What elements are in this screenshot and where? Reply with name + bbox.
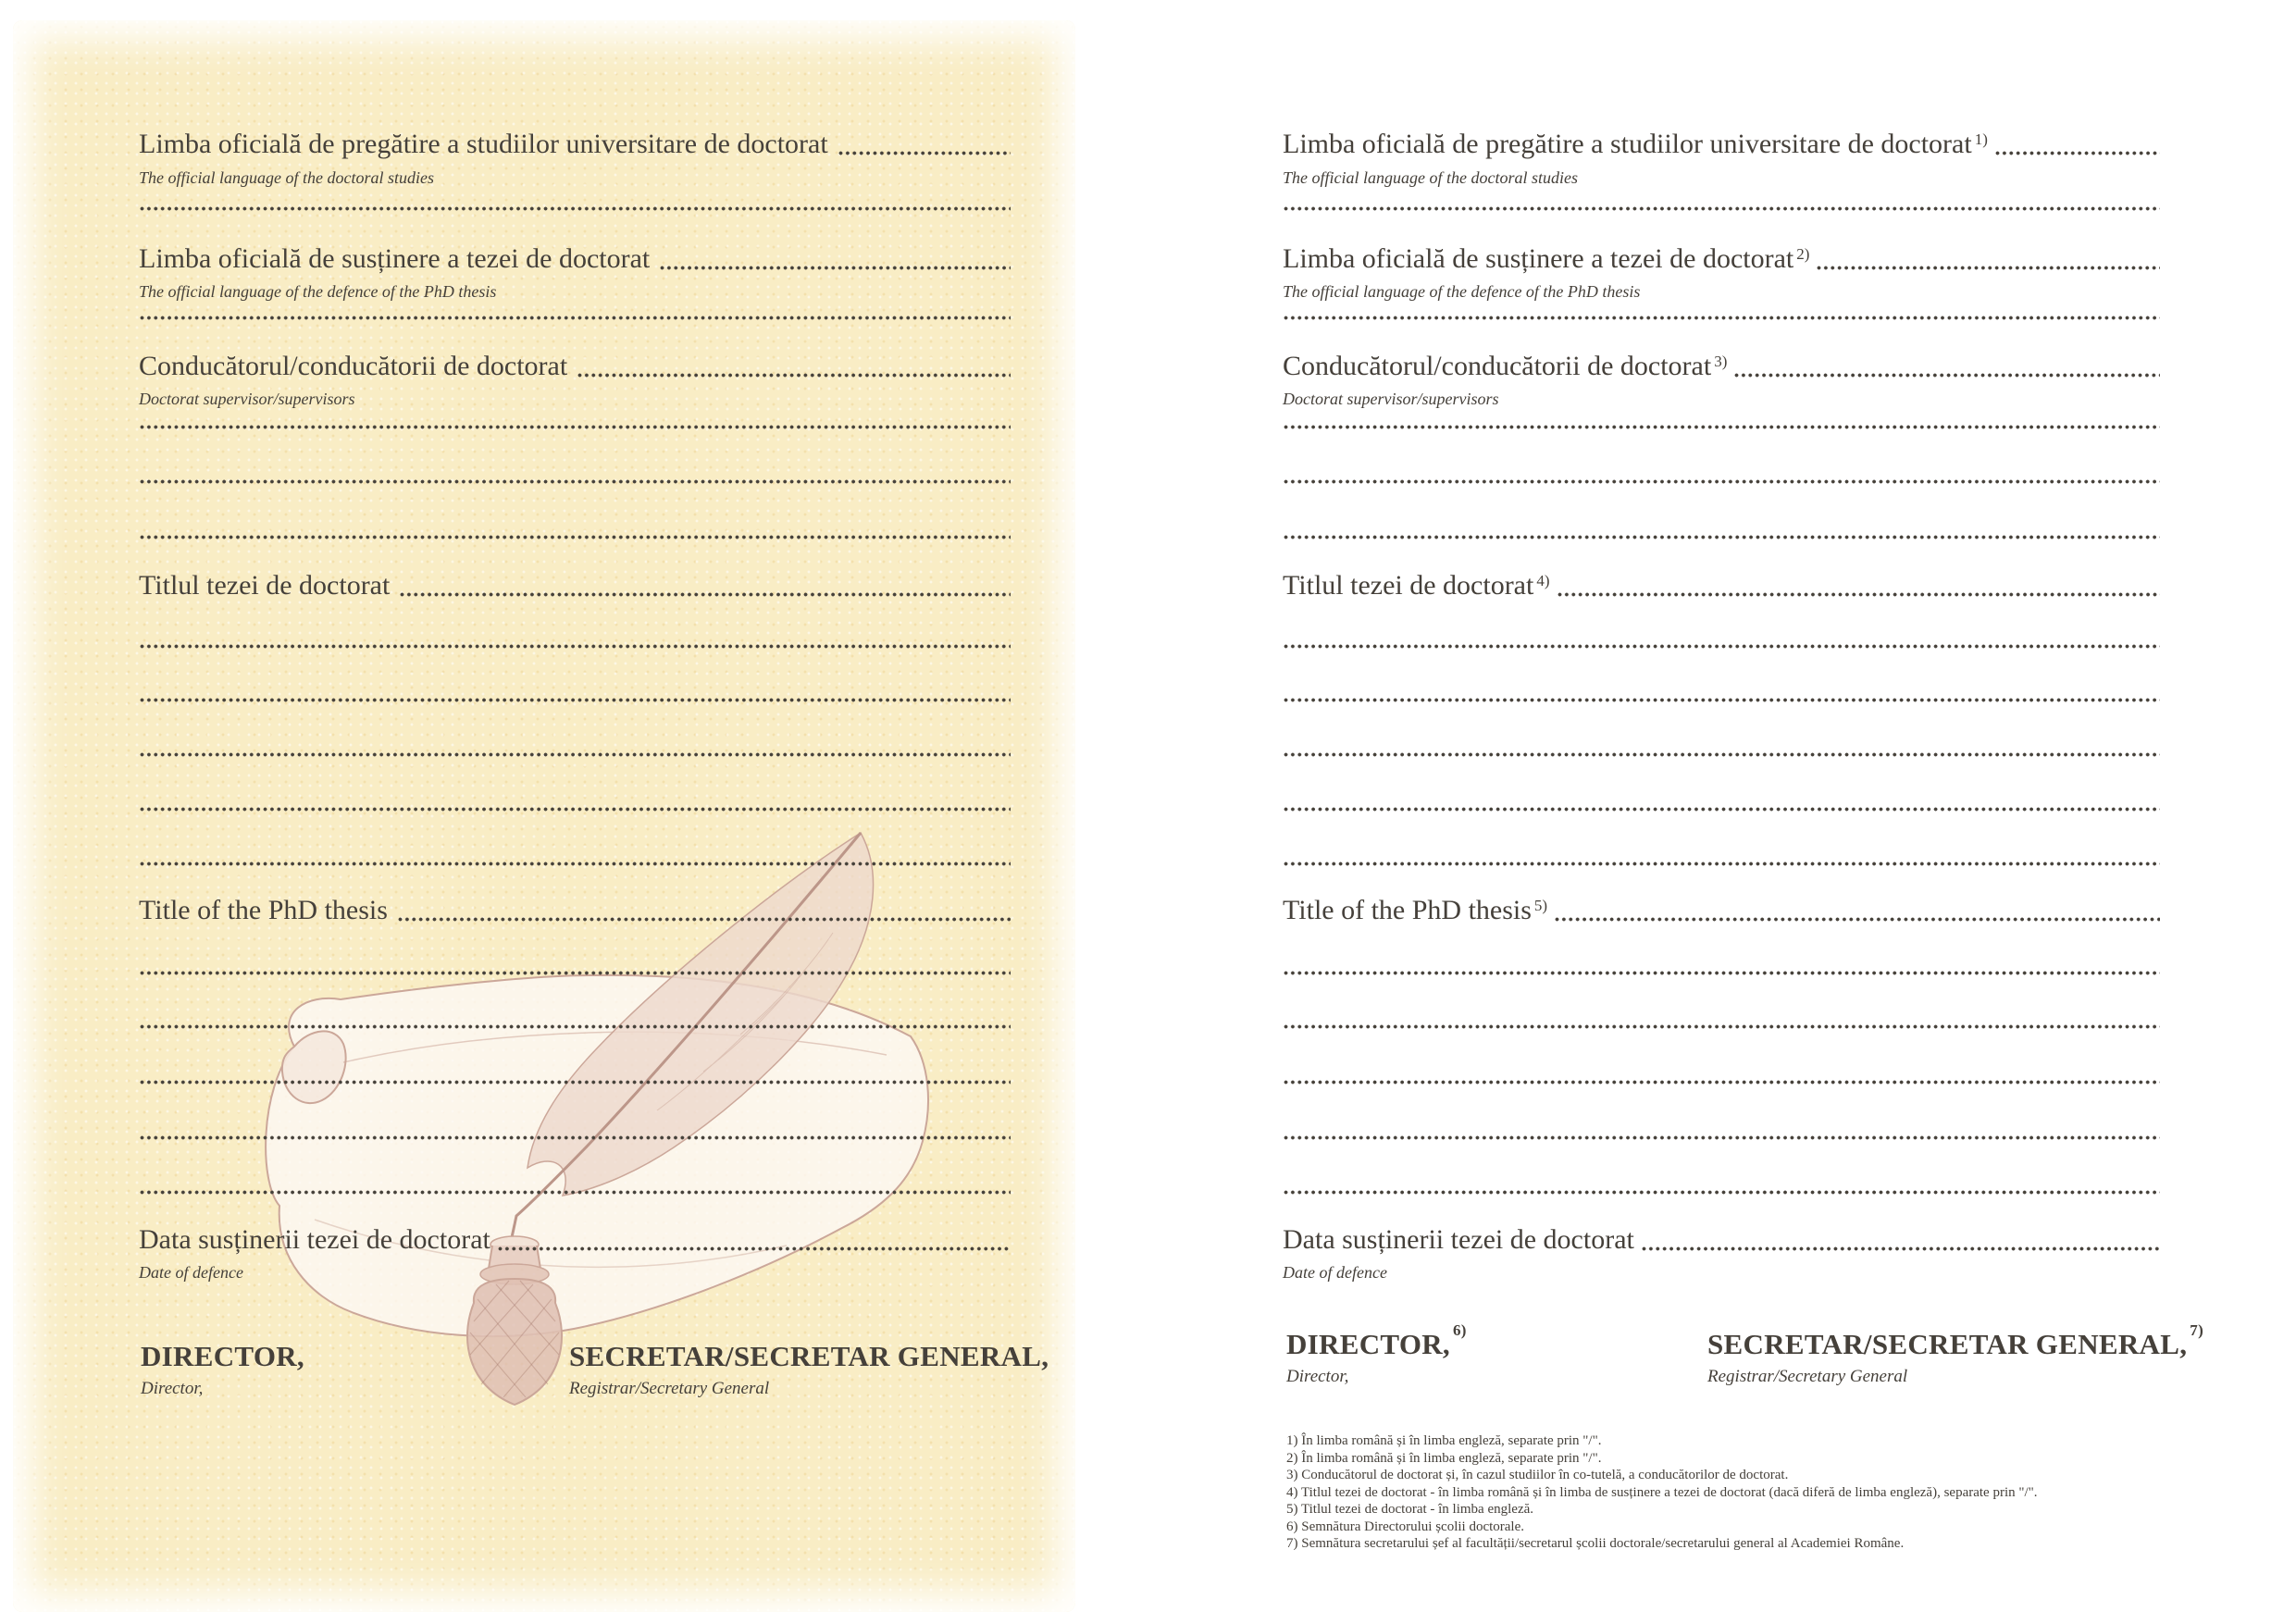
fill-in-line bbox=[1283, 424, 2160, 430]
footnote: 2) În limba română și în limba engleză, separate prin "/". bbox=[1286, 1450, 1602, 1466]
dotted-leader bbox=[397, 916, 1011, 923]
fill-in-line bbox=[139, 751, 1011, 758]
field-thesis-title-en bbox=[139, 894, 1011, 927]
field-label: Title of the PhD thesis bbox=[1283, 895, 1532, 925]
dotted-leader bbox=[1554, 916, 2160, 923]
director-label: DIRECTOR, 6) bbox=[1286, 1320, 1467, 1360]
field-label: Titlul tezei de doctorat bbox=[139, 570, 391, 601]
fill-in-line bbox=[1283, 1023, 2160, 1030]
dotted-leader bbox=[1733, 372, 2160, 378]
field-sublabel: Date of defence bbox=[139, 1263, 243, 1282]
fill-in-line bbox=[139, 1134, 1011, 1141]
fill-in-line bbox=[139, 534, 1011, 540]
fill-in-line bbox=[1283, 806, 2160, 812]
fill-in-line bbox=[139, 806, 1011, 812]
footnote: 1) În limba română și în limba engleză, separate prin "/". bbox=[1286, 1433, 1602, 1448]
director-signature-block bbox=[1286, 1320, 1467, 1388]
fill-in-line bbox=[1283, 478, 2160, 485]
secretary-signature-block bbox=[569, 1340, 1051, 1400]
field-thesis-title-en: Title of the PhD thesis 5) bbox=[1283, 894, 2160, 927]
dotted-leader bbox=[1994, 150, 2160, 156]
fill-in-line bbox=[139, 1079, 1011, 1085]
fill-in-line bbox=[139, 1189, 1011, 1196]
secretary-sublabel: Registrar/Secretary General bbox=[569, 1379, 770, 1398]
fill-in-line bbox=[1283, 315, 2160, 321]
field-sublabel: The official language of the defence of the PhD thesis bbox=[139, 282, 497, 301]
field-sublabel: Doctorat supervisor/supervisors bbox=[139, 390, 355, 408]
quill-inkwell-watermark bbox=[222, 785, 962, 1432]
footnote: 4) Titlul tezei de doctorat - în limba română și în limba de susținere a tezei de doctorat (dacă diferă de limba engleză), separate prin "/". bbox=[1286, 1484, 2038, 1500]
field-label: Conducătorul/conducătorii de doctorat bbox=[139, 351, 568, 381]
fill-in-line bbox=[1283, 697, 2160, 703]
field-thesis-title-ro bbox=[139, 569, 1011, 602]
field-label: Conducătorul/conducătorii de doctorat bbox=[1283, 351, 1712, 381]
director-signature-block bbox=[141, 1340, 307, 1400]
dotted-leader bbox=[497, 1246, 1011, 1252]
director-sublabel: Director, bbox=[1286, 1367, 1349, 1386]
field-sublabel: The official language of the doctoral studies bbox=[139, 168, 434, 187]
field-sublabel: The official language of the doctoral studies bbox=[1283, 168, 1578, 187]
field-label: Limba oficială de susținere a tezei de doctorat bbox=[1283, 243, 1794, 274]
fill-in-line bbox=[1283, 970, 2160, 976]
fill-in-line bbox=[139, 205, 1011, 212]
field-thesis-title-ro: Titlul tezei de doctorat 4) bbox=[1283, 569, 2160, 602]
secretary-sublabel: Registrar/Secretary General bbox=[1707, 1367, 1908, 1386]
field-label: Limba oficială de susținere a tezei de doctorat bbox=[139, 243, 651, 274]
footnote: 5) Titlul tezei de doctorat - în limba engleză. bbox=[1286, 1502, 1534, 1517]
dotted-leader bbox=[399, 591, 1011, 598]
field-sublabel: The official language of the defence of the PhD thesis bbox=[1283, 282, 1641, 301]
secretary-label: SECRETAR/SECRETAR GENERAL, 7) bbox=[1707, 1320, 2204, 1360]
secretary-signature-block bbox=[1707, 1320, 2204, 1388]
field-sublabel: Doctorat supervisor/supervisors bbox=[1283, 390, 1499, 408]
fill-in-line bbox=[1283, 751, 2160, 758]
field-official-language-defence bbox=[139, 242, 1011, 276]
field-official-language-studies bbox=[139, 128, 1011, 161]
fill-in-line bbox=[1283, 643, 2160, 650]
fill-in-line bbox=[139, 424, 1011, 430]
field-defence-date bbox=[139, 1223, 1011, 1257]
footnote: 6) Semnătura Directorului școlii doctorale. bbox=[1286, 1519, 1524, 1534]
dotted-leader bbox=[1557, 591, 2160, 598]
field-label: Data susținerii tezei de doctorat bbox=[1283, 1224, 1634, 1255]
fill-in-line bbox=[1283, 861, 2160, 867]
fill-in-line bbox=[139, 1023, 1011, 1030]
fill-in-line bbox=[139, 478, 1011, 485]
director-sublabel: Director, bbox=[141, 1379, 204, 1398]
fill-in-line bbox=[1283, 1134, 2160, 1141]
fill-in-line bbox=[1283, 1189, 2160, 1196]
fill-in-line bbox=[1283, 205, 2160, 212]
field-label: Data susținerii tezei de doctorat bbox=[139, 1224, 490, 1255]
field-defence-date bbox=[1283, 1223, 2160, 1257]
dotted-leader bbox=[659, 265, 1011, 271]
fill-in-line bbox=[139, 861, 1011, 867]
field-official-language-defence: Limba oficială de susținere a tezei de doctorat 2) bbox=[1283, 242, 2160, 276]
dotted-leader bbox=[1641, 1246, 2160, 1252]
fill-in-line bbox=[1283, 534, 2160, 540]
field-supervisors bbox=[139, 350, 1011, 383]
fill-in-line bbox=[139, 970, 1011, 976]
dotted-leader bbox=[577, 372, 1011, 378]
footnote: 3) Conducătorul de doctorat și, în cazul studiilor în co-tutelă, a conducătorilor de doctorat. bbox=[1286, 1468, 1789, 1482]
footnote: 7) Semnătura secretarului șef al facultății/secretarul școlii doctorale/secretarului general al Academiei Române. bbox=[1286, 1536, 1905, 1551]
field-sublabel: Date of defence bbox=[1283, 1263, 1387, 1282]
dotted-leader bbox=[1816, 265, 2160, 271]
field-label: Limba oficială de pregătire a studiilor universitare de doctorat bbox=[139, 129, 828, 159]
field-label: Titlul tezei de doctorat bbox=[1283, 570, 1534, 601]
fill-in-line bbox=[139, 697, 1011, 703]
fill-in-line bbox=[1283, 1079, 2160, 1085]
fill-in-line bbox=[139, 315, 1011, 321]
fill-in-line bbox=[139, 643, 1011, 650]
field-label: Limba oficială de pregătire a studiilor universitare de doctorat bbox=[1283, 129, 1972, 159]
director-label: DIRECTOR, bbox=[141, 1340, 304, 1372]
field-official-language-studies: Limba oficială de pregătire a studiilor universitare de doctorat 1) bbox=[1283, 128, 2160, 161]
dotted-leader bbox=[838, 150, 1011, 156]
field-label: Title of the PhD thesis bbox=[139, 895, 388, 925]
field-supervisors: Conducătorul/conducătorii de doctorat 3) bbox=[1283, 350, 2160, 383]
footnotes-block bbox=[1286, 1432, 2258, 1553]
secretary-label: SECRETAR/SECRETAR GENERAL, bbox=[569, 1340, 1049, 1372]
